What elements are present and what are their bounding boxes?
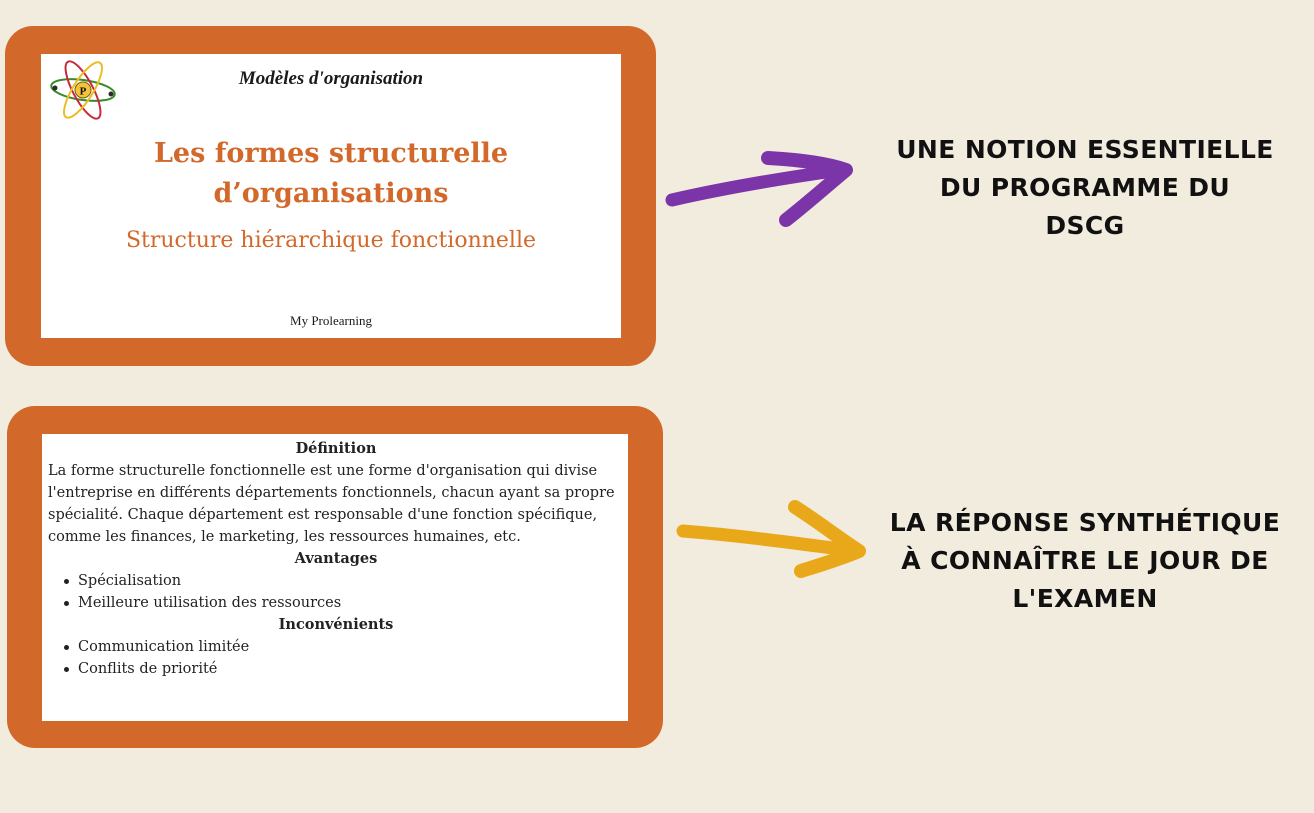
purple-arrow-icon (664, 140, 864, 230)
advantages-list (48, 570, 624, 614)
advantages-heading: Avantages (294, 550, 378, 567)
card-title-line1: Les formes structurelle (153, 138, 509, 169)
note-line: LA RÉPONSE SYNTHÉTIQUE (889, 508, 1281, 537)
note-line: UNE NOTION ESSENTIELLE (896, 135, 1274, 164)
drawbacks-list (48, 636, 624, 680)
card-title (41, 134, 621, 214)
subject-heading: Modèles d'organisation (238, 68, 424, 89)
note-synthetic-answer (870, 504, 1300, 618)
svg-text:P: P (79, 85, 87, 98)
note-line: À CONNAÎTRE LE JOUR DE (901, 546, 1269, 575)
definition-heading: Définition (295, 440, 377, 457)
note-line: L'EXAMEN (1012, 584, 1158, 613)
list-item: Conflits de priorité (62, 658, 624, 680)
card-footer: My Prolearning (290, 313, 372, 328)
note-line: DSCG (1045, 211, 1125, 240)
yellow-arrow-icon (675, 495, 875, 580)
note-line: DU PROGRAMME DU (939, 173, 1231, 202)
flashcard-back (7, 406, 663, 748)
list-item: Communication limitée (62, 636, 624, 658)
note-essential-notion (870, 131, 1300, 245)
card-title-line2: d’organisations (213, 178, 449, 209)
flashcard-front-sheet (41, 54, 621, 338)
list-item: Spécialisation (62, 570, 624, 592)
list-item: Meilleure utilisation des ressources (62, 592, 624, 614)
flashcard-front (5, 26, 656, 366)
drawbacks-heading: Inconvénients (278, 616, 394, 633)
flashcard-back-content (48, 438, 624, 680)
definition-text: La forme structurelle fonctionnelle est une forme d'organisation qui divise l'entreprise en différents départements fonctionnels, chacun ayant sa propre spécialité. Chaque département est responsable d'une fonction spécifique, comme les finances, le marketing, les ressources humaines, etc. (48, 463, 615, 545)
card-subtitle: Structure hiérarchique fonctionnelle (125, 228, 537, 253)
flashcard-back-sheet (42, 434, 628, 721)
